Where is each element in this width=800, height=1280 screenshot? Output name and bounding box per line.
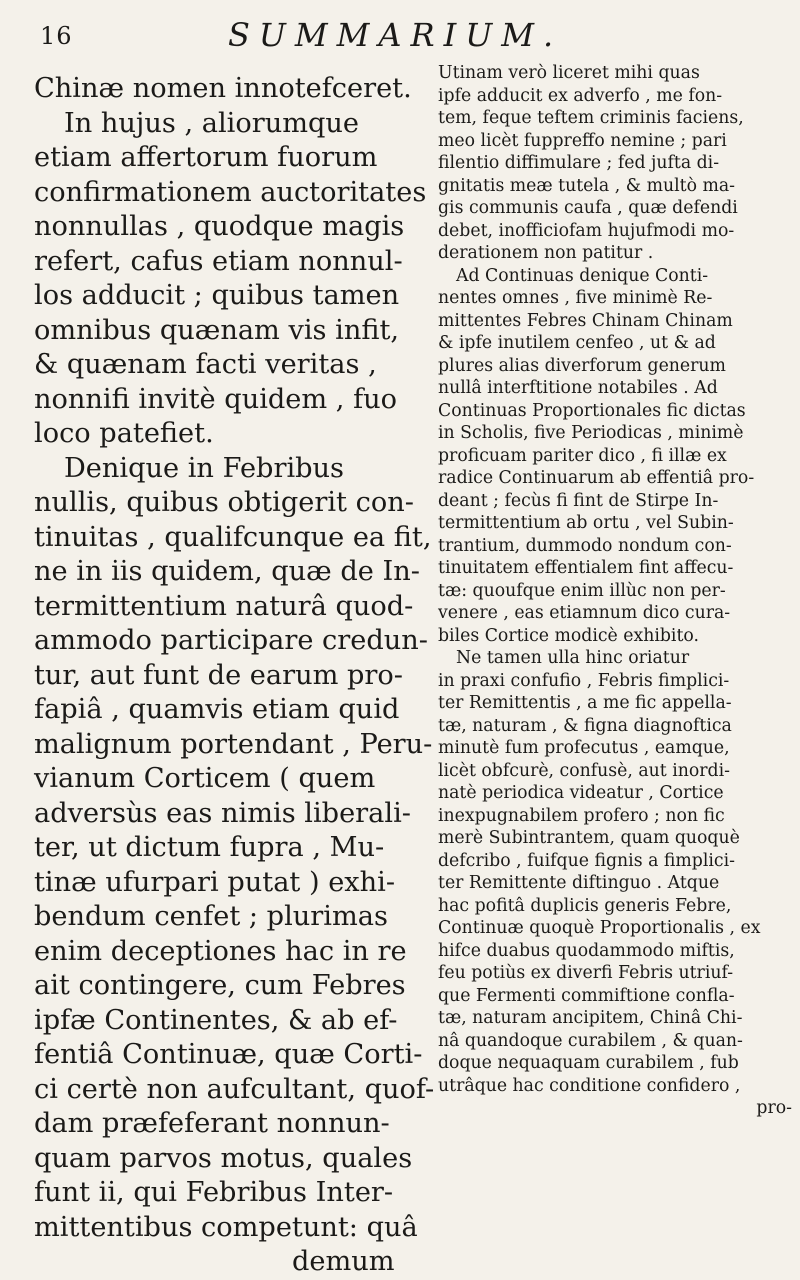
left-text-line: funt ii, qui Febribus Inter- — [34, 1177, 394, 1208]
right-text-line: hifce duabus quodammodo miftis, — [438, 940, 735, 961]
right-text-line: nentes omnes , five minimè Re- — [438, 288, 713, 308]
right-text-line: tem, feque teftem criminis faciens, — [438, 108, 744, 128]
right-text-line: meo licèt fuppreffo nemine ; pari — [438, 130, 727, 151]
left-text-line: enim deceptiones hac in re — [34, 935, 407, 967]
right-text-line: doque nequaquam curabilem , fub — [438, 1053, 739, 1073]
right-text-line: defcribo , fuifque fignis a fimplici- — [438, 850, 735, 871]
right-text-line: radice Continuarum ab effentiâ pro- — [438, 468, 755, 488]
right-column — [438, 62, 792, 1120]
left-text-line: confirmationem auctoritates — [34, 176, 427, 208]
right-text-line: nullâ interftitione notabiles . Ad — [438, 378, 718, 398]
left-text-line: vianum Corticem ( quem — [34, 763, 376, 794]
right-text-line: pro- — [756, 1098, 792, 1118]
left-text-line: fentiâ Continuæ, quæ Corti- — [34, 1039, 423, 1070]
right-text-line: plures alias diverforum generum — [438, 355, 726, 376]
right-text-line: Ad Continuas denique Conti- — [456, 265, 709, 286]
right-text-line: tæ: quoufque enim illùc non per- — [438, 580, 726, 601]
left-text-line: bendum cenfet ; plurimas — [34, 901, 388, 932]
right-text-line: minutè fum profecutus , eamque, — [438, 738, 730, 758]
right-text-line: in praxi confufio , Febris fimplici- — [438, 670, 730, 691]
right-text-line: ipfe adducit ex adverfo , me fon- — [438, 85, 723, 106]
right-text-line: Continuæ quoquè Proportionalis , ex — [438, 918, 761, 938]
left-text-line: loco patefiet. — [34, 418, 214, 449]
left-text-line: ait contingere, cum Febres — [34, 970, 406, 1001]
right-text-line: natè periodica videatur , Cortice — [438, 783, 724, 803]
right-text-line: in Scholis, five Periodicas , minimè — [438, 423, 744, 443]
left-text-line: termittentium naturâ quod- — [34, 590, 414, 622]
left-text-line: ne in iis quidem, quæ de In- — [34, 556, 420, 587]
right-text-line: Utinam verò liceret mihi quas — [438, 63, 700, 83]
right-text-line: proficuam pariter dico , fi illæ ex — [438, 445, 727, 466]
right-text-line: termittentium ab ortu , vel Subin- — [438, 513, 734, 533]
left-text-line: malignum portendant , Peru- — [34, 728, 433, 760]
left-text-line: & quænam facti veritas , — [34, 349, 377, 380]
left-text-line: nullis, quibus obtigerit con- — [34, 487, 414, 518]
left-text-line: Denique in Febribus — [64, 452, 345, 484]
right-text-line: Ne tamen ulla hinc oriatur — [456, 648, 690, 668]
right-text-line: licèt obfcurè, confusè, aut inordi- — [438, 760, 730, 781]
left-text-line: nonnifi invitè quidem , fuo — [34, 383, 398, 415]
right-text-line: venere , eas etiamnum dico cura- — [438, 603, 731, 623]
left-text-line: tinæ ufurpari putat ) exhi- — [34, 866, 396, 898]
left-text-line: demum — [292, 1246, 395, 1277]
right-text-line: trantium, dummodo nondum con- — [438, 535, 732, 556]
left-text-line: mittentibus competunt: quâ — [34, 1211, 418, 1243]
right-text-line: tæ, naturam ancipitem, Chinâ Chi- — [438, 1008, 743, 1028]
right-text-line: nâ quandoque curabilem , & quan- — [438, 1030, 743, 1051]
left-text-line: refert, cafus etiam nonnul- — [34, 245, 403, 277]
right-text-line: inexpugnabilem profero ; non fic — [438, 805, 725, 826]
right-text-line: hac pofitâ duplicis generis Febre, — [438, 895, 732, 916]
right-text-line: deant ; fecùs fi fint de Stirpe In- — [438, 490, 719, 511]
right-text-line: debet, inofficiofam hujufmodi mo- — [438, 220, 735, 241]
left-text-line: etiam affertorum fuorum — [34, 142, 378, 173]
right-text-line: que Fermenti commiftione confla- — [438, 985, 735, 1006]
right-text-line: biles Cortice modicè exhibito. — [438, 625, 699, 646]
right-text-line: mittentes Febres Chinam Chinam — [438, 310, 733, 331]
right-text-line: merè Subintrantem, quam quoquè — [438, 828, 740, 848]
right-text-line: utrâque hac conditione confidero , — [438, 1075, 741, 1096]
left-text-line: ter, ut dictum fupra , Mu- — [34, 832, 385, 863]
left-text-line: ipfæ Continentes, & ab ef- — [34, 1004, 398, 1036]
left-text-line: fapiâ , quamvis etiam quid — [34, 694, 400, 725]
left-column — [34, 72, 435, 1280]
left-text-line: In hujus , aliorumque — [64, 107, 359, 139]
right-text-line: derationem non patitur . — [438, 243, 654, 263]
right-text-line: Continuas Proportionales fic dictas — [438, 400, 746, 421]
left-text-line: tur, aut funt de earum pro- — [34, 659, 403, 691]
right-text-line: gis communis caufa , quæ defendi — [438, 198, 738, 218]
left-text-line: dam præfeferant nonnun- — [34, 1108, 390, 1139]
left-text-line: Chinæ nomen innotefceret. — [34, 73, 412, 104]
left-text-line: tinuitas , qualifcunque ea fit, — [34, 521, 432, 553]
right-text-line: ter Remittentis , a me fic appella- — [438, 693, 732, 713]
page-header — [0, 8, 800, 68]
right-text-line: ter Remittente diftinguo . Atque — [438, 873, 720, 893]
left-text-line: adversùs eas nimis liberali- — [34, 797, 411, 829]
left-text-line: ammodo participare credun- — [34, 625, 428, 656]
left-text-line: los adducit ; quibus tamen — [34, 280, 400, 311]
page-number: 16 — [40, 22, 73, 50]
left-text-line: ci certè non aufcultant, quof- — [34, 1073, 435, 1105]
right-text-line: tæ, naturam , & figna diagnoftica — [438, 715, 732, 736]
left-text-line: nonnullas , quodque magis — [34, 211, 405, 242]
right-text-line: & ipfe inutilem cenfeo , ut & ad — [438, 333, 716, 353]
right-text-line: feu potiùs ex diverfi Febris utriuf- — [438, 963, 734, 983]
running-title: SUMMARIUM. — [228, 16, 563, 54]
right-text-line: tinuitatem effentialem fint affecu- — [438, 558, 734, 578]
left-text-line: omnibus quænam vis infit, — [34, 314, 400, 346]
left-text-line: quam parvos motus, quales — [34, 1142, 413, 1174]
right-text-line: filentio diffimulare ; fed jufta di- — [438, 153, 720, 173]
right-text-line: gnitatis meæ tutela , & multò ma- — [438, 175, 735, 196]
